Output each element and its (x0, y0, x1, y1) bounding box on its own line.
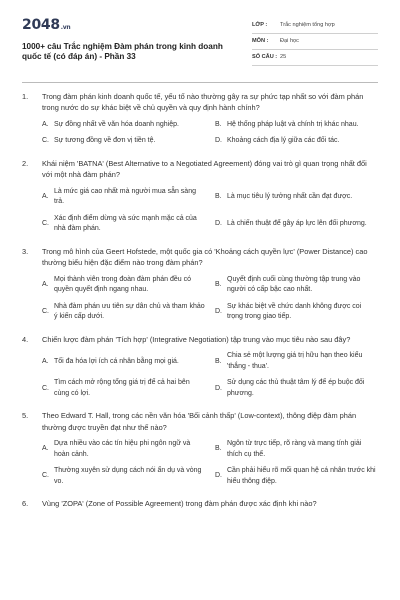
answer-options (22, 351, 378, 399)
question-text: Trong đàm phán kinh doanh quốc tế, yếu tố nào thường gây ra sự phức tạp nhất so với đàm phán trong nước do sự khác biệt về chủ quyền và quy định hành chính? (42, 92, 364, 113)
option-d[interactable] (215, 136, 378, 147)
question-number: 2. (22, 158, 29, 168)
option-letter: A. (42, 357, 49, 365)
question-text: Vùng 'ZOPA' (Zone of Possible Agreement) trong đàm phán được xác định khi nào? (42, 499, 317, 509)
option-c[interactable] (42, 378, 205, 399)
option-b[interactable] (215, 187, 378, 208)
document-header (22, 16, 378, 72)
option-a[interactable] (42, 187, 205, 208)
option-d[interactable] (215, 466, 378, 487)
option-d[interactable] (215, 302, 378, 323)
option-text: Chia sẻ một lượng giá trị hữu hạn theo kiểu 'thắng - thua'. (227, 352, 363, 370)
option-letter: D. (215, 137, 222, 145)
option-letter: D. (215, 308, 222, 316)
option-text: Quyết định cuối cùng thường tập trung vào người có cấp bậc cao nhất. (227, 275, 361, 294)
question-5 (22, 410, 378, 487)
question-text: Khái niệm 'BATNA' (Best Alternative to a Negotiated Agreement) đóng vai trò gì quan trọng nhất đối với một nhà đàm phán? (42, 158, 367, 180)
question-3 (22, 246, 378, 323)
meta-value: 25 (280, 53, 287, 60)
option-text: Sử dụng các thủ thuật tâm lý để ép buộc đối phương. (227, 379, 365, 397)
meta-key: MÔN : (252, 37, 269, 44)
option-text: Là chiến thuật để gây áp lực lên đối phương. (227, 220, 367, 228)
meta-row-subject (252, 34, 378, 50)
option-b[interactable] (215, 120, 378, 131)
brand-block (22, 16, 242, 63)
question-6 (22, 498, 378, 509)
meta-key: LỚP : (252, 21, 268, 28)
option-letter: B. (215, 120, 222, 128)
option-text: Cần phải hiểu rõ mối quan hệ cá nhân trước khi hiểu thông điệp. (227, 467, 376, 485)
option-letter: C. (42, 308, 49, 316)
option-text: Ngôn từ trực tiếp, rõ ràng và mang tính giải thích cụ thể. (227, 440, 362, 458)
option-letter: B. (215, 193, 222, 201)
logo-suffix: .vn (60, 24, 71, 31)
meta-value: Đại học (280, 37, 299, 44)
option-letter: A. (42, 193, 49, 201)
option-text: Tìm cách mở rộng tổng giá trị để cả hai bên cùng có lợi. (54, 379, 190, 397)
option-text: Tối đa hóa lợi ích cá nhân bằng mọi giá. (54, 357, 179, 365)
option-letter: A. (42, 281, 49, 289)
option-c[interactable] (42, 214, 205, 235)
option-text: Hệ thống pháp luật và chính trị khác nhau. (227, 120, 359, 128)
option-text: Khoảng cách địa lý giữa các đối tác. (227, 137, 340, 145)
question-number: 5. (22, 411, 29, 421)
option-d[interactable] (215, 214, 378, 235)
option-letter: B. (215, 357, 222, 365)
answer-options (22, 187, 378, 235)
meta-row-class (252, 18, 378, 34)
option-text: Mọi thành viên trong đoàn đàm phán đều có quyền quyết định ngang nhau. (54, 275, 191, 294)
option-text: Thường xuyên sử dụng cách nói ẩn dụ và vòng vo. (54, 467, 202, 485)
question-text: Chiến lược đàm phán 'Tích hợp' (Integrative Negotiation) tập trung vào mục tiêu nào sau đây? (42, 334, 351, 344)
option-letter: C. (42, 137, 49, 145)
question-list (22, 91, 378, 510)
meta-table (252, 18, 378, 66)
option-text: Sự tương đồng về đơn vị tiền tệ. (54, 137, 156, 145)
option-letter: A. (42, 445, 49, 453)
option-a[interactable] (42, 439, 205, 460)
option-letter: B. (215, 281, 222, 289)
option-letter: B. (215, 445, 222, 453)
option-b[interactable] (215, 351, 378, 372)
option-text: Dựa nhiều vào các tín hiệu phi ngôn ngữ và hoàn cảnh. (54, 440, 191, 458)
answer-options (22, 439, 378, 487)
question-number: 4. (22, 334, 29, 344)
option-c[interactable] (42, 466, 205, 487)
document-title: 1000+ câu Trắc nghiệm Đàm phán trong kinh doanh quốc tế (có đáp án) - Phần 33 (22, 41, 223, 62)
site-logo[interactable] (22, 16, 242, 36)
option-a[interactable] (42, 351, 205, 372)
option-letter: C. (42, 384, 49, 392)
option-text: Là mục tiêu lý tưởng nhất cần đạt được. (227, 193, 353, 201)
option-d[interactable] (215, 378, 378, 399)
option-letter: D. (215, 472, 222, 480)
option-a[interactable] (42, 120, 205, 131)
question-number: 1. (22, 92, 29, 101)
question-number: 3. (22, 246, 29, 256)
option-text: Là mức giá cao nhất mà người mua sẵn sàng trả. (54, 187, 196, 206)
option-c[interactable] (42, 136, 205, 147)
question-1 (22, 91, 378, 147)
answer-options (22, 120, 378, 147)
option-c[interactable] (42, 302, 205, 323)
question-number: 6. (22, 499, 29, 509)
meta-value: Trắc nghiệm tổng hợp (280, 21, 335, 28)
question-text: Theo Edward T. Hall, trong các nền văn hóa 'Bối cảnh thấp' (Low-context), thông điệp đàm phán thường được truyền đạt như thế nào? (42, 411, 357, 432)
answer-options (22, 275, 378, 323)
option-letter: C. (42, 220, 49, 228)
meta-key: SỐ CÂU : (252, 53, 278, 60)
option-text: Sự đồng nhất về văn hóa doanh nghiệp. (54, 120, 179, 128)
header-divider (22, 82, 378, 83)
option-text: Xác định điểm dừng và sức mạnh mặc cả của nhà đàm phán. (54, 214, 197, 233)
option-letter: D. (215, 220, 222, 228)
question-2 (22, 158, 378, 235)
question-4 (22, 334, 378, 399)
option-letter: C. (42, 472, 49, 480)
option-b[interactable] (215, 275, 378, 296)
option-letter: A. (42, 120, 49, 128)
option-text: Nhà đàm phán ưu tiên sự dân chủ và tham khảo ý kiến cấp dưới. (54, 302, 205, 321)
meta-row-count (252, 50, 378, 66)
option-a[interactable] (42, 275, 205, 296)
option-letter: D. (215, 384, 222, 392)
option-b[interactable] (215, 439, 378, 460)
logo-main: 2048 (22, 17, 60, 33)
question-text: Trong mô hình của Geert Hofstede, một quốc gia có 'Khoảng cách quyền lực' (Power Distance) cao thường biểu hiện đặc điểm nào trong đàm phán? (42, 246, 368, 268)
option-text: Sự khác biệt về chức danh không được coi trọng trong giao tiếp. (227, 302, 362, 321)
